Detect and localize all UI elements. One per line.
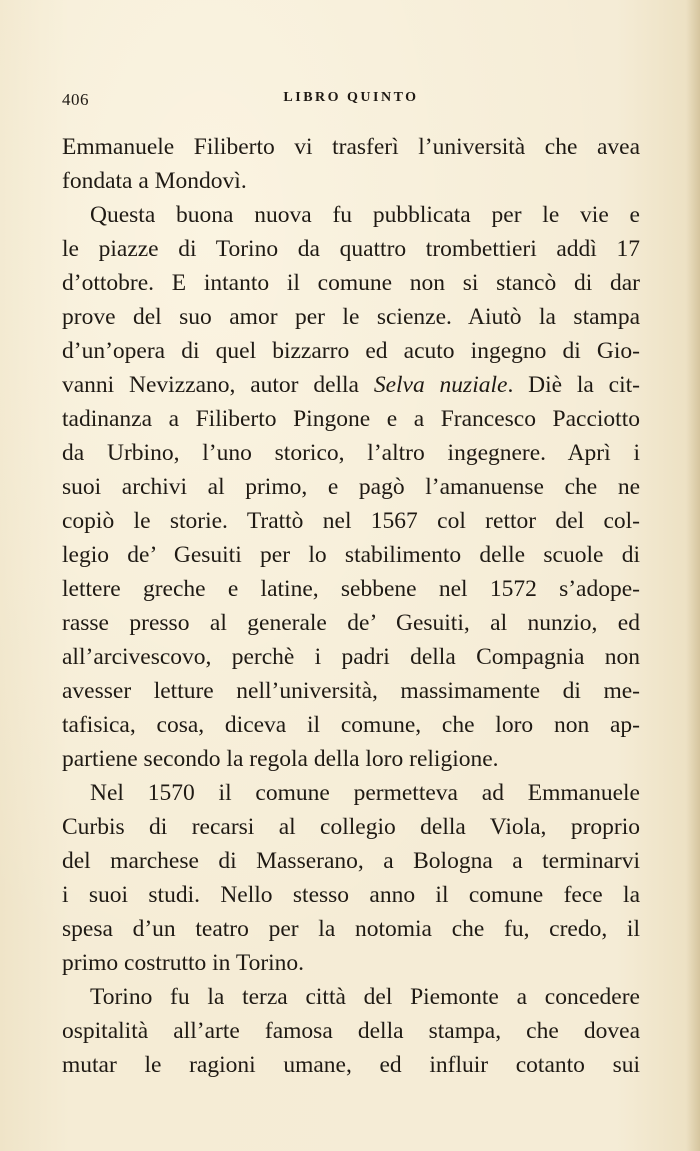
text-line: d’un’opera di quel bizzarro ed acuto ingegno di Gio- (62, 338, 640, 364)
body-text (62, 130, 640, 1082)
page-edge-shadow (686, 0, 700, 1151)
text-line-with-italic (62, 368, 640, 402)
running-head (62, 90, 640, 114)
page-number: 406 (62, 90, 89, 109)
text-line: legio de’ Gesuiti per lo stabilimento delle scuole di (62, 542, 640, 568)
text-line: partiene secondo la regola della loro religione. (62, 746, 499, 772)
text-line: spesa d’un teatro per la notomia che fu, credo, il (62, 916, 640, 942)
text-line: tadinanza a Filiberto Pingone e a Francesco Pacciotto (62, 406, 640, 432)
paragraph-first-line: Nel 1570 il comune permetteva ad Emmanuele (90, 780, 640, 806)
text-line: i suoi studi. Nello stesso anno il comune fece la (62, 882, 640, 908)
text-line: suoi archivi al primo, e pagò l’amanuense che ne (62, 474, 640, 500)
text-line: prove del suo amor per le scienze. Aiutò la stampa (62, 304, 640, 330)
text-line: rasse presso al generale de’ Gesuiti, al nunzio, ed (62, 610, 640, 636)
text-line: ospitalità all’arte famosa della stampa, che dovea (62, 1018, 640, 1044)
text-line: le piazze di Torino da quattro trombettieri addì 17 (62, 236, 640, 262)
text-line: primo costrutto in Torino. (62, 950, 305, 976)
paragraph-first-line: Questa buona nuova fu pubblicata per le vie e (90, 202, 640, 228)
text-line: d’ottobre. E intanto il comune non si stancò di dar (62, 270, 640, 296)
text-segment: vanni Nevizzano, autor della (62, 372, 374, 398)
text-line: copiò le storie. Trattò nel 1567 col rettor del col- (62, 508, 640, 534)
text-line: Curbis di recarsi al collegio della Viola, proprio (62, 814, 640, 840)
text-line: lettere greche e latine, sebbene nel 1572 s’adope- (62, 576, 640, 602)
text-line: all’arcivescovo, perchè i padri della Compagnia non (62, 644, 640, 670)
running-title: LIBRO QUINTO (283, 90, 419, 105)
text-line: fondata a Mondovì. (62, 168, 247, 194)
text-line: da Urbino, l’uno storico, l’altro ingegnere. Aprì i (62, 440, 640, 466)
text-segment: . Diè la cit- (507, 372, 640, 398)
text-line: del marchese di Masserano, a Bologna a terminarvi (62, 848, 640, 874)
text-line: tafisica, cosa, diceva il comune, che loro non ap- (62, 712, 640, 738)
text-line: Emmanuele Filiberto vi trasferì l’università che avea (62, 134, 640, 160)
paragraph-first-line: Torino fu la terza città del Piemonte a concedere (90, 984, 640, 1010)
italic-title: Selva nuziale (373, 372, 508, 398)
text-line: mutar le ragioni umane, ed influir cotanto sui (62, 1052, 640, 1078)
text-line: avesser letture nell’università, massimamente di me- (62, 678, 640, 704)
